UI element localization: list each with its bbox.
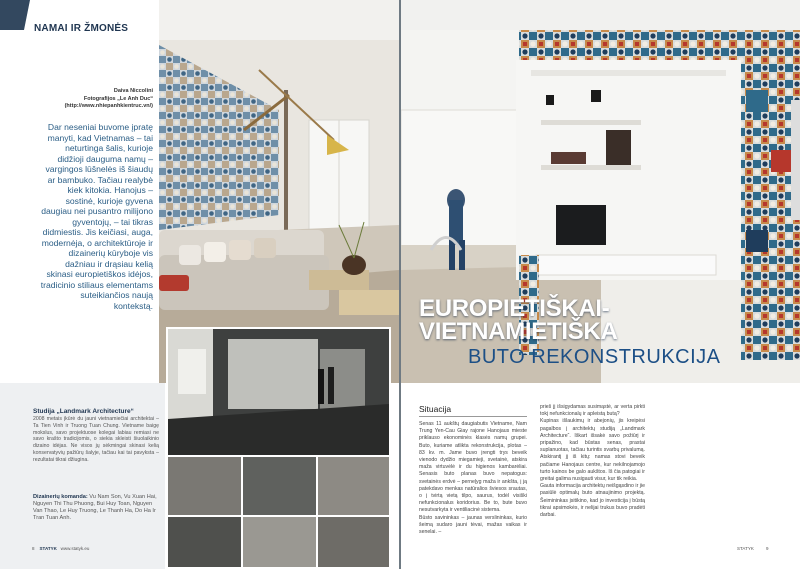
before-photos-collage: [166, 327, 391, 569]
before-photo-6: [243, 517, 316, 567]
author-name: Daiva Niccolini: [113, 88, 153, 94]
heading-rule: [419, 416, 527, 417]
studio-heading: Studija „Landmark Architecture“: [33, 408, 134, 415]
team-label: Dizainerių komanda:: [33, 494, 88, 500]
body-column-1: Senas 11 aukštų daugiabutis Vietname, Nam Trung Yen-Cau Giay rajone Hanojaus mieste priklauso ekonominės klasės namų grupei. Buto, kuriame atlikta rekonstrukcija, plotas – 83 kv. m. Jame buvo įrengti trys beveik vienodo dydžio miegamieji, svetainė, atskira maža virtuvėlė ir du higienos kambarėliai. Senasis buto planas buvo nepatogus: svetainės erdvė – perneļyg maža ir ankšta, į ją patekdavo menkas natūralios šviesos srautas, o į tvirtą vietą tilpo, saurus, todėl visiški nefunkcionalus koridorius. Be to, butе buvo nesutvarkyta ir ventiliacinė sistema. Būsto savininkas – jaunas verslininkas, kurio šeimą sudaro jauni tėvai, mažas vaikas ir senelai. –: [419, 421, 527, 536]
left-page-number: 8: [32, 546, 35, 551]
team-paragraph: [33, 494, 159, 522]
before-photo-2: [168, 457, 241, 515]
before-photo-5: [168, 517, 241, 567]
photographer-credit: Fotografijos „Le Anh Duc“: [83, 95, 153, 102]
left-folio-brand: STATYK: [39, 546, 57, 551]
photo-credits: [40, 88, 153, 111]
headline-line-1: EUROPIETIŠKAI-: [419, 295, 610, 322]
living-room-photo: [159, 0, 399, 383]
section-title: NAMAI IR ŽMONĖS: [34, 23, 129, 34]
intro-paragraph: Dar neseniai buvome įpratę manyti, kad Vietnamas – tai neturtinga šalis, kurioje didžioji dauguma namų – vargingos lūšnelės iš šiaudų ar bambuko. Tačiau realybė kiek kitokia. Hanojus – sostinė, kurioje gyvena daugiau nei pusantro milijono gyventojų, – tai tikras didmiestis. Jis keičiasi, auga, modernėja, o architektūroje ir dizainerių kūryboje vis dažniau ir drąsiau kelią skinasi europietiškos idėjos, tradicinio stiliaus elementams suteikiančios naują kontekstą.: [40, 122, 153, 311]
headline-line-3: BUTO REKONSTRUKCIJA: [468, 346, 721, 368]
headline-line-2: VIETNAMIETIŠKA: [419, 318, 618, 345]
studio-text: 2008 metais įkūrė du jauni vietnamiečiai architektai – Ta Tien Vinh ir Truong Tuan Chung. Vietname baigę mokslus, savo projektuose kolegai labiau remiasi ne savo krašto tradicijomis, o siekia skleisti šiuolaikinio dizaino idėjas. Ne visos jų sėkmingai skinasi kelią konservatyvių pažiūrų šalyje, tačiau kai tai pavyksta – rezultatai tikrai džiugina.: [33, 416, 159, 463]
photographer-url: (http://www.nhiepanhkientruc.vn/): [64, 103, 153, 109]
before-photo-7: [318, 517, 389, 567]
right-folio-brand: STATYK: [737, 546, 754, 551]
left-folio-site: www.statyk.eu: [60, 546, 90, 551]
team-text: Vu Nam Son, Vu Xuan Hai, Nguyen Thi Thu Phuong, Bui Huy Toan, Nguyen Van Thao, Le Huy Truong, Le Thanh Ha, Do Ha Ir Tran Tuan Anh.: [33, 494, 157, 521]
before-photo-main: [168, 329, 389, 455]
situation-heading: Situacija: [419, 404, 452, 414]
right-page-number: 9: [766, 546, 769, 551]
before-photo-4: [318, 457, 389, 515]
body-column-2: prieš jį išsigydamas susimąstė, ar verta pirkti tokį nefunkcionalų ir apleistą butą? Kupinas išlaukimų ir abejonių, jis kreipėsi pagalbos į architektų studiją „Landmark Architecture“. Iškart išsakė savo požiūrį ir pripažino, kad būstas senas, prastai suplanuotas, tačiau turintis svarbų privalumą. Atskirantį jį iš kitų: namas stovi beveik pačiame Hanojaus centre, kur nekilnojamojo turto kainos be galo aukštos. Iš čia patogiai ir greitai galima nusigauti visur, kur tik reikia. Gauta informacija architektų neišgąsdino ir jie pasiūlė optimalų buto atnaujinimo projektą. Šeimininkas įsitikino, kad jo investicija į būstą tikrai apsimokės, ir nelijai trukus buvo pradėti darbai.: [540, 404, 645, 519]
before-photo-3: [243, 457, 316, 515]
left-folio: [32, 546, 89, 551]
